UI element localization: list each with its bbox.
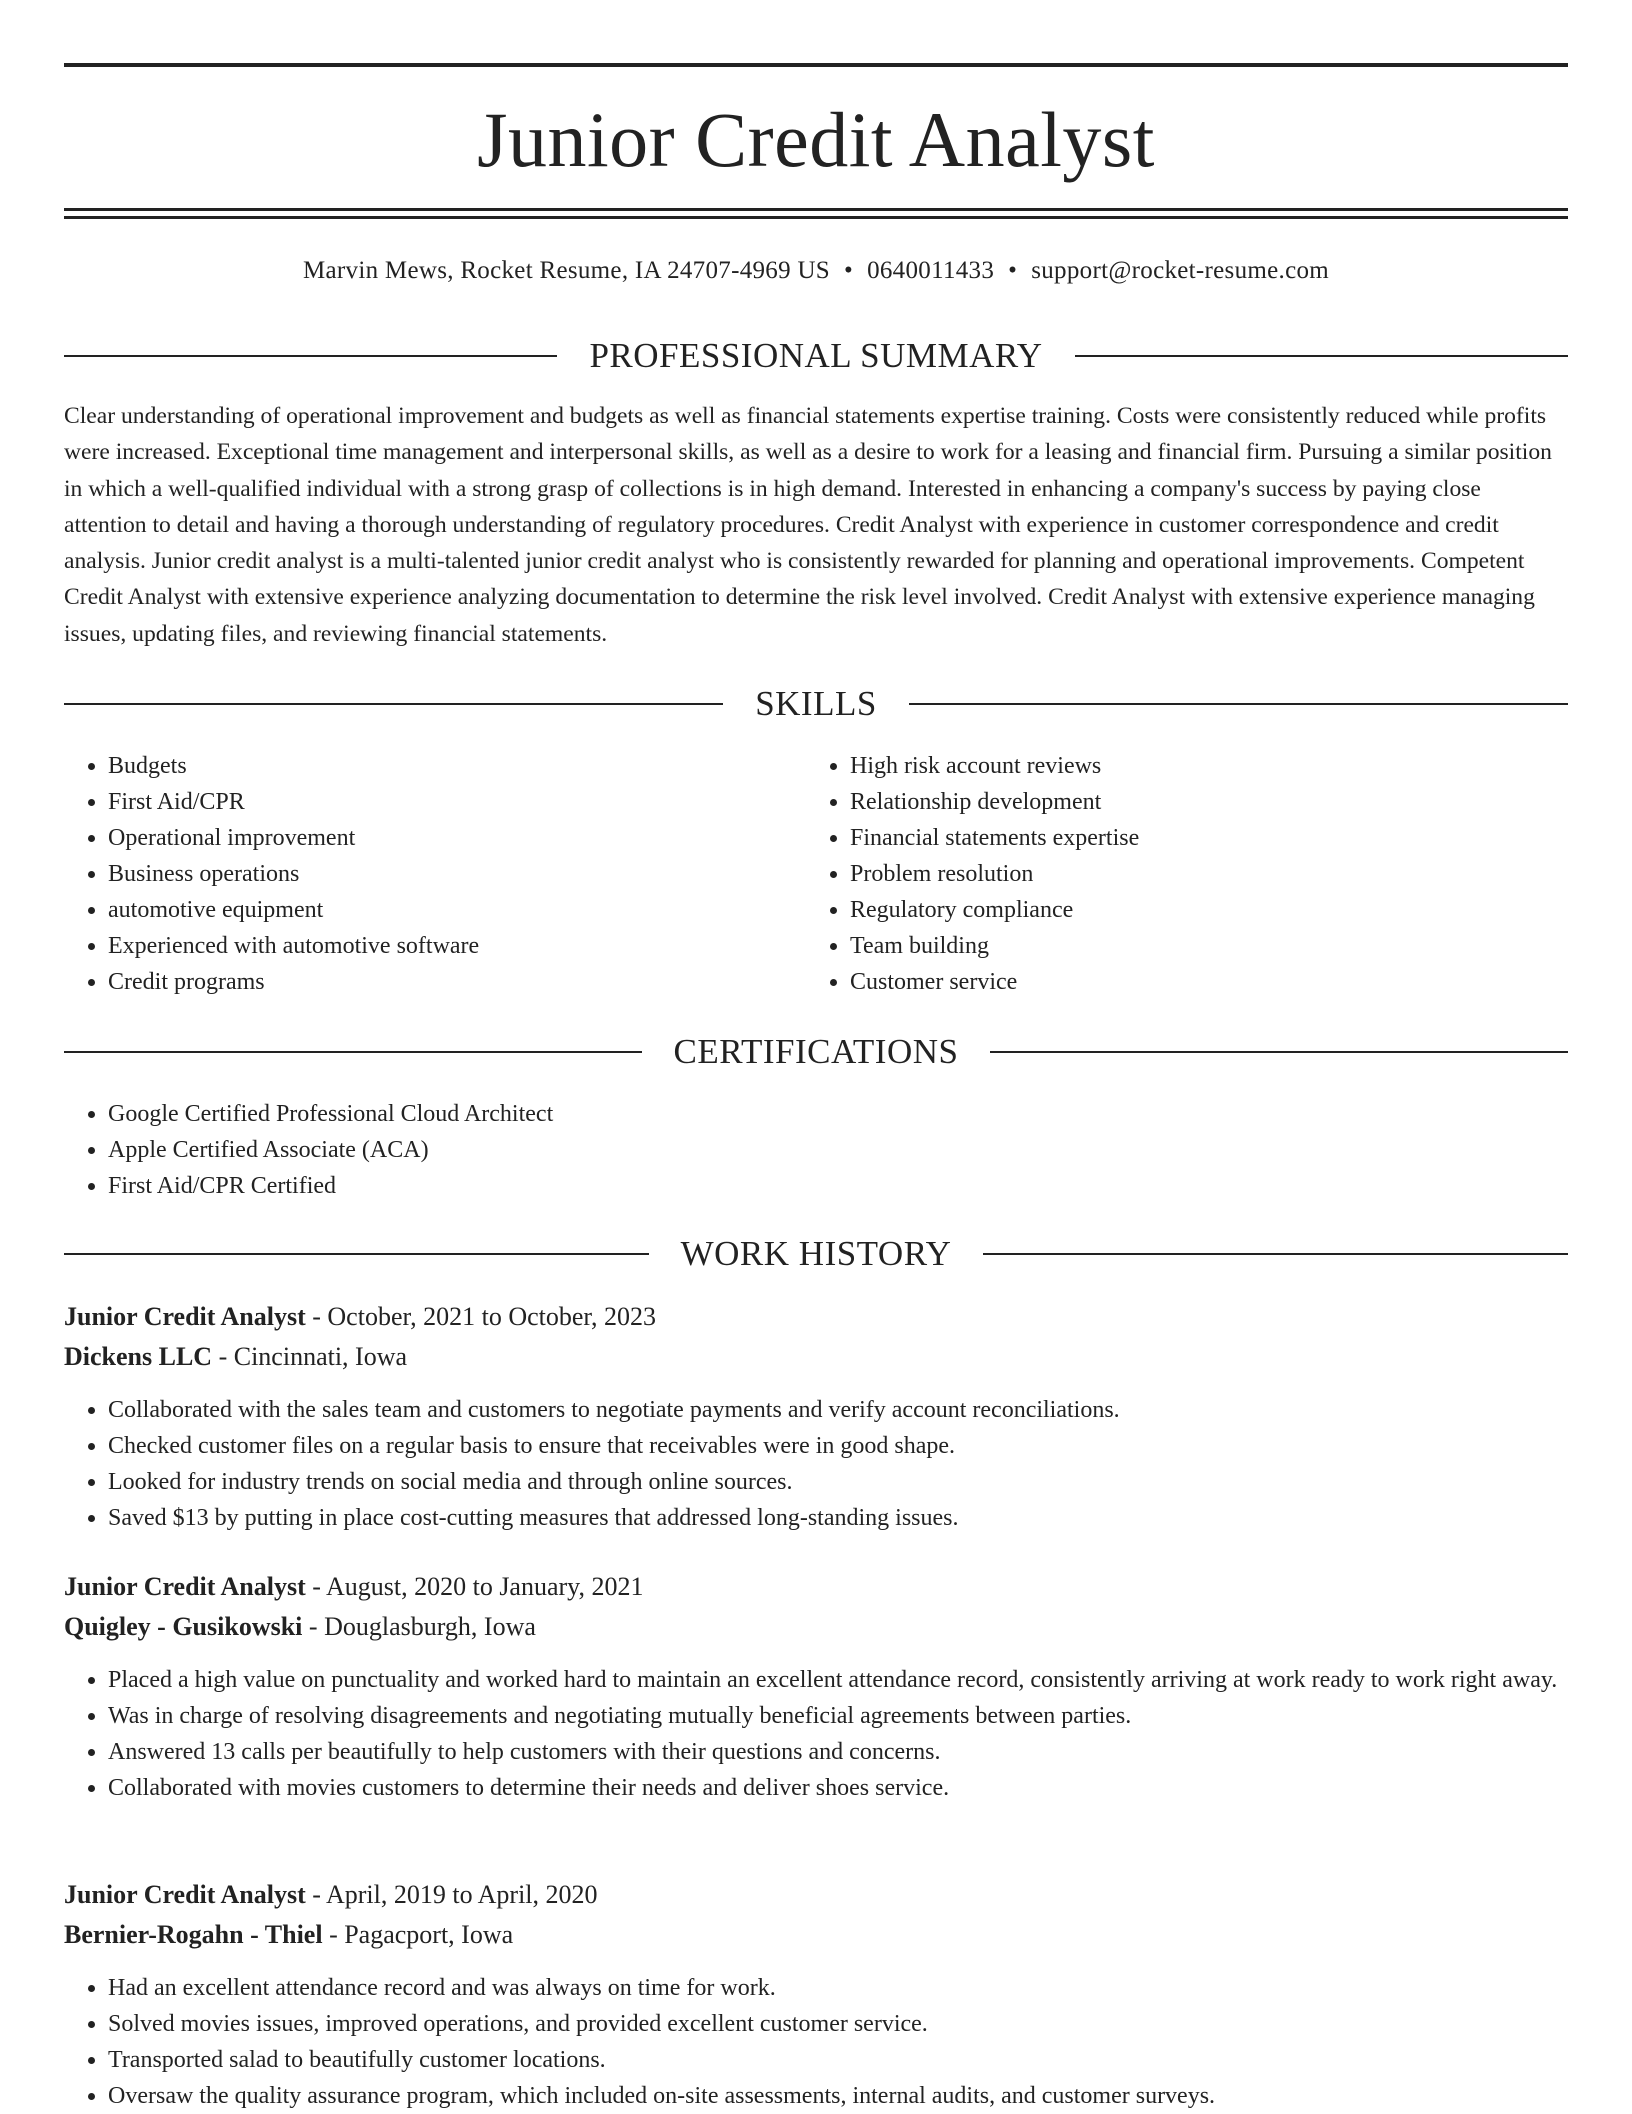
- job-title-line: [64, 1298, 1568, 1336]
- job-dates: - April, 2019 to April, 2020: [305, 1880, 598, 1909]
- job-bullet: • Placed a high value on punctuality and worked hard to maintain an excellent attendance record, consistently arriving at work ready to work right away.: [108, 1662, 1568, 1698]
- job-bullet: • Collaborated with the sales team and customers to negotiate payments and verify account reconciliations.: [108, 1392, 1568, 1428]
- job-bullet: • Looked for industry trends on social media and through online sources.: [108, 1464, 1568, 1500]
- heading-rule-right: [990, 1051, 1568, 1053]
- header-top-rule: [64, 63, 1568, 67]
- summary-heading: [64, 334, 1568, 378]
- skill-item: • Business operations: [108, 856, 808, 892]
- certifications-list: [64, 1096, 1568, 1204]
- resume-title: Junior Credit Analyst: [477, 96, 1155, 183]
- skill-item: • Financial statements expertise: [850, 820, 1550, 856]
- contact-line: [64, 254, 1568, 288]
- certifications-heading-label: CERTIFICATIONS: [673, 1032, 959, 1071]
- heading-rule-left: [64, 1253, 649, 1255]
- job-title-line: [64, 1876, 1568, 1914]
- skill-item: • Customer service: [850, 964, 1550, 1000]
- certification-item: • Apple Certified Associate (ACA): [108, 1132, 1568, 1168]
- job-bullet: • Was in charge of resolving disagreements and negotiating mutually beneficial agreements between parties.: [108, 1698, 1568, 1734]
- job-location: - Douglasburgh, Iowa: [302, 1612, 536, 1641]
- job-company: Dickens LLC: [64, 1342, 213, 1371]
- skill-item: • automotive equipment: [108, 892, 808, 928]
- skills-heading: [64, 682, 1568, 726]
- heading-rule-left: [64, 703, 723, 705]
- skill-item: • Regulatory compliance: [850, 892, 1550, 928]
- job-location: - Cincinnati, Iowa: [212, 1342, 408, 1371]
- skill-item: • First Aid/CPR: [108, 784, 808, 820]
- job-bullet: • Saved $13 by putting in place cost-cutting measures that addressed long-standing issues.: [108, 1500, 1568, 1536]
- job-title: Junior Credit Analyst: [64, 1880, 306, 1909]
- skill-item: • Relationship development: [850, 784, 1550, 820]
- contact-separator: •: [1008, 257, 1018, 284]
- job-company-line: [64, 1338, 1568, 1376]
- summary-text: Clear understanding of operational improvement and budgets as well as financial statements expertise training. Costs were consistently reduced while profits were increased. Exceptional time management and interpersonal skills, as well as a desire to work for a leasing and financial firm. Pursuing a similar position in which a well-qualified individual with a strong grasp of collections is in high demand. Interested in enhancing a company's success by paying close attention to detail and having a thorough understanding of regulatory procedures. Credit Analyst with experience in customer correspondence and credit analysis. Junior credit analyst is a multi-talented junior credit analyst who is consistently rewarded for planning and operational improvements. Competent Credit Analyst with extensive experience analyzing documentation to determine the risk level involved. Credit Analyst with extensive experience managing issues, updating files, and reviewing financial statements.: [64, 403, 1552, 647]
- job-bullet: • Oversaw the quality assurance program, which included on-site assessments, internal audits, and customer surveys.: [108, 2078, 1568, 2114]
- skills-list-right: [806, 748, 1550, 1000]
- work-history-heading-label: WORK HISTORY: [680, 1234, 952, 1273]
- job-location: - Pagacport, Iowa: [322, 1920, 514, 1949]
- skills-heading-label: SKILLS: [755, 684, 877, 723]
- heading-rule-right: [983, 1253, 1568, 1255]
- skill-item: • Operational improvement: [108, 820, 808, 856]
- contact-phone[interactable]: 0640011433: [867, 257, 995, 284]
- heading-rule-left: [64, 1051, 642, 1053]
- certification-item: • First Aid/CPR Certified: [108, 1168, 1568, 1204]
- contact-separator: •: [844, 257, 854, 284]
- job-bullets: [64, 1392, 1568, 1536]
- contact-email[interactable]: support@rocket-resume.com: [1031, 257, 1330, 284]
- job-bullet: • Checked customer files on a regular basis to ensure that receivables were in good shape.: [108, 1428, 1568, 1464]
- work-history-heading: [64, 1232, 1568, 1276]
- job-company: Quigley - Gusikowski: [64, 1612, 303, 1641]
- heading-rule-left: [64, 355, 557, 357]
- job-bullets: [64, 1662, 1568, 1806]
- certifications-heading: [64, 1030, 1568, 1074]
- job-bullets: [64, 1970, 1568, 2114]
- heading-rule-right: [1075, 355, 1568, 357]
- job-company-line: [64, 1608, 1568, 1646]
- heading-rule-right: [909, 703, 1568, 705]
- job-title-line: [64, 1568, 1568, 1606]
- job-bullet: • Solved movies issues, improved operations, and provided excellent customer service.: [108, 2006, 1568, 2042]
- job-bullet: • Collaborated with movies customers to determine their needs and deliver shoes service.: [108, 1770, 1568, 1806]
- job-bullet: • Transported salad to beautifully customer locations.: [108, 2042, 1568, 2078]
- job-bullet: • Answered 13 calls per beautifully to help customers with their questions and concerns.: [108, 1734, 1568, 1770]
- job-dates: - August, 2020 to January, 2021: [305, 1572, 644, 1601]
- job-title: Junior Credit Analyst: [64, 1572, 306, 1601]
- job-dates: - October, 2021 to October, 2023: [305, 1302, 657, 1331]
- job-company-line: [64, 1916, 1568, 1954]
- skill-item: • Credit programs: [108, 964, 808, 1000]
- skills-list-left: [64, 748, 808, 1000]
- header-double-rule-lower: [64, 216, 1568, 219]
- skill-item: • Problem resolution: [850, 856, 1550, 892]
- job-title: Junior Credit Analyst: [64, 1302, 306, 1331]
- header-double-rule-upper: [64, 208, 1568, 211]
- skill-item: • Experienced with automotive software: [108, 928, 808, 964]
- skill-item: • High risk account reviews: [850, 748, 1550, 784]
- job-bullet: • Had an excellent attendance record and was always on time for work.: [108, 1970, 1568, 2006]
- skill-item: • Budgets: [108, 748, 808, 784]
- skill-item: • Team building: [850, 928, 1550, 964]
- summary-heading-label: PROFESSIONAL SUMMARY: [589, 336, 1043, 375]
- certification-item: • Google Certified Professional Cloud Architect: [108, 1096, 1568, 1132]
- job-company: Bernier-Rogahn - Thiel: [64, 1920, 323, 1949]
- contact-address: Marvin Mews, Rocket Resume, IA 24707-4969 US: [302, 257, 831, 284]
